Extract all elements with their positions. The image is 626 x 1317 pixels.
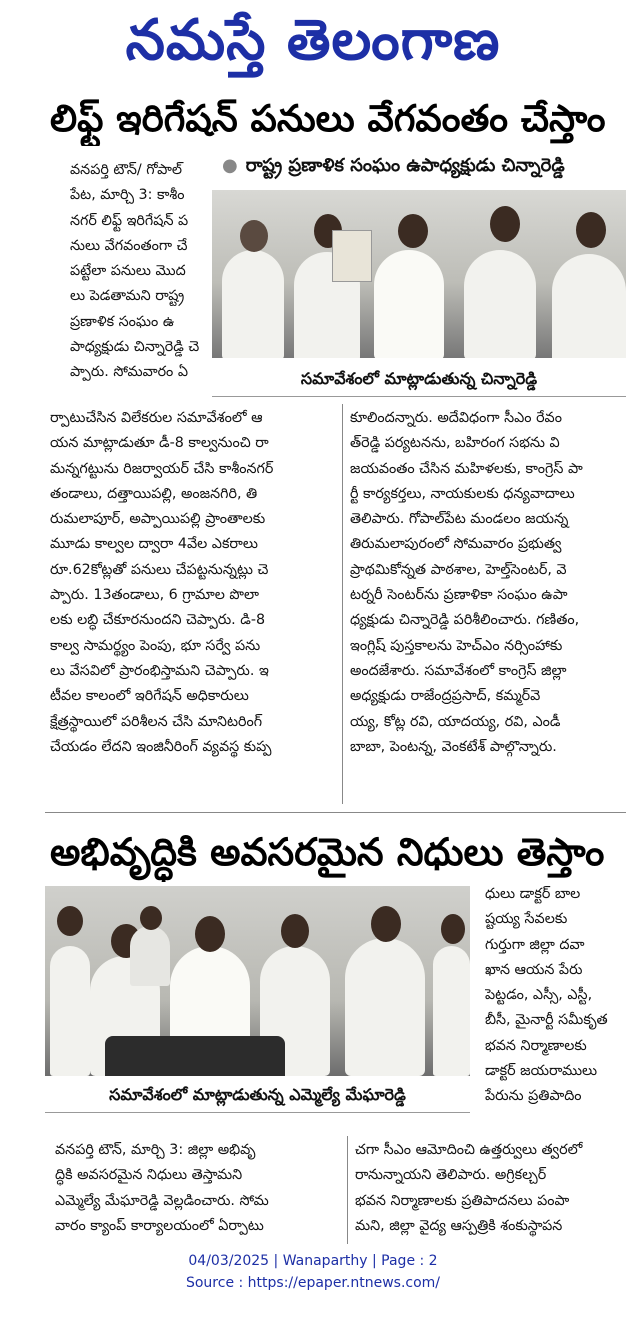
text-line: పెట్టడం, ఎస్సీ, ఎస్టీ, [485,987,593,1004]
bullet-icon: ● [222,155,238,176]
article1-subheadline-row [222,150,626,182]
text-line: యన మాట్లాడుతూ డీ-8 కాల్వనుంచి రా [50,435,269,452]
article1-column1-top [70,158,210,388]
text-line: లు పెడతామని రాష్ట్ర [70,288,185,305]
text-line: తిరుమలాపురంలో సోమవారం ప్రభుత్వ [350,536,562,553]
text-line: పేరును ప్రతిపాదిం [485,1088,582,1105]
article1-column1-bottom [50,406,335,806]
text-line: భవన నిర్మాణాలకు [485,1037,587,1054]
masthead-title: నమస్తే తెలంగాణ [125,8,501,73]
text-line: టర్నరీ సెంటర్‌ను ప్రణాళికా సంఘం ఉపా [350,587,568,604]
article2-headline: అభివృద్ధికి అవసరమైన నిధులు తెస్తాం [50,830,605,874]
text-line: జయవంతం చేసిన మహిళలకు, కాంగ్రెస్ పా [350,460,583,477]
text-line: లకు లబ్ధి చేకూరనుందని చెప్పారు. డి-8 [50,612,266,629]
text-line: రానున్నాయని తెలిపారు. అగ్రికల్చర్ [355,1167,547,1184]
text-line: నులు వేగవంతంగా చే [70,237,188,254]
text-line: గుర్తుగా జిల్లా దవా [485,936,585,953]
text-line: కూలిందన్నారు. అదేవిధంగా సీఎం రేవం [350,410,562,426]
text-line: లు వేసవిలో ప్రారంభిస్తామని చెప్పారు. ఇ [50,662,269,679]
article2-photo [45,886,470,1076]
text-line: చేయడం లేదని ఇంజినీరింగ్ వ్యవస్థ కుప్ప [50,738,272,755]
text-line: రుమలాపూర్, అప్పాయిపల్లి ప్రాంతాలకు [50,511,266,528]
text-line: పాధ్యక్షుడు చిన్నారెడ్డి చె [70,339,200,356]
article-divider [45,812,626,813]
text-line: ప్పారు. 13తండాలు, 6 గ్రామాల పొలా [50,587,259,604]
text-line: రూ.62కోట్లతో పనులు చేపట్టనున్నట్లు చె [50,561,269,578]
text-line: ధ్యక్షుడు చిన్నారెడ్డి పరిశీలించారు. గణితం, [350,612,580,629]
text-line: వనపర్తి టౌన్/ గోపాల్ [70,162,182,178]
article2-column-right [485,882,626,1137]
text-line: ధులు డాక్టర్ బాల [485,886,581,902]
article1-column2 [350,406,626,806]
text-line: కాల్వ సామర్థ్యం పెంపు, భూ సర్వే పను [50,637,261,654]
page-footer [0,1250,626,1294]
text-line: ప్రణాళిక సంఘం ఉ [70,313,175,330]
text-line: డాక్టర్ జయరాములు [485,1063,598,1080]
text-line: భవన నిర్మాణాలకు ప్రతిపాదనలు పంపా [355,1192,570,1209]
text-line: వనపర్తి టౌన్, మార్చి 3: జిల్లా అభివృ [55,1142,256,1158]
column-divider [342,404,343,804]
text-line: ష్టయ్య సేవలకు [485,911,568,928]
text-line: త్‌రెడ్డి పర్యటనను, బహిరంగ సభను వి [350,435,560,452]
text-line: బాబా, పెంటన్న, వెంకటేశ్ పాల్గొన్నారు. [350,738,557,755]
text-line: ప్పారు. సోమవారం ఏ [70,364,189,381]
article1-photo [212,190,626,358]
text-line: బీసీ, మైనార్టీ సమీకృత [485,1012,608,1029]
text-line: తండాలు, దత్తాయిపల్లి, అంజనగిరి, తి [50,485,258,502]
text-line: ప్రాథమికోన్నత పాఠశాల, హెల్త్‌సెంటర్, వె [350,561,567,578]
text-line: పట్టేలా పనులు మొద [70,263,186,280]
text-line: ఇంగ్లిష్ పుస్తకాలను హెచ్ఎం నర్సింహాకు [350,637,563,654]
masthead [0,0,626,82]
text-line: అందజేశారు. సమావేశంలో కాంగ్రెస్ జిల్లా [350,662,567,679]
text-line: ర్పాటుచేసిన విలేకరుల సమావేశంలో ఆ [50,410,263,426]
footer-source-line: Source : https://epaper.ntnews.com/ [185,1275,441,1291]
text-line: అధ్యక్షుడు రాజేంద్రప్రసాద్, కమ్మర్‌వె [350,688,541,705]
text-line: పేట, మార్చి 3: కాశీం [70,187,185,204]
article1-subheadline: రాష్ట్ర ప్రణాళిక సంఘం ఉపాధ్యక్షుడు చిన్నారెడ్డి [245,155,565,176]
article2-column-left [55,1138,340,1248]
text-line: తెలిపారు. గోపాల్‌పేట మండలం జయన్న [350,511,569,528]
footer-date-line: 04/03/2025 | Wanaparthy | Page : 2 [188,1253,438,1269]
article1-photo-caption: సమావేశంలో మాట్లాడుతున్న చిన్నారెడ్డి [212,364,626,397]
text-line: క్షేత్రస్థాయిలో పరిశీలన చేసి మానిటరింగ్ [50,713,263,730]
article1-headline: లిఫ్ట్ ఇరిగేషన్ పనులు వేగవంతం చేస్తాం [50,97,606,140]
text-line: నగర్ లిఫ్ట్ ఇరిగేషన్ ప [70,212,189,229]
column-divider [347,1136,348,1244]
text-line: మూడు కాల్వల ద్వారా 4వేల ఎకరాలు [50,536,258,553]
text-line: య్య, కోట్ల రవి, యాదయ్య, రవి, ఎండీ [350,713,561,730]
text-line: చగా సీఎం ఆమోదించి ఉత్తర్వులు త్వరలో [355,1142,583,1158]
article2-column-mid [355,1138,626,1248]
text-line: ఖాన ఆయన పేరు [485,961,583,978]
article2-photo-caption: సమావేశంలో మాట్లాడుతున్న ఎమ్మెల్యే మేఘారెడ్డి [45,1080,470,1113]
text-line: మని, జిల్లా వైద్య ఆస్పత్రికి శంకుస్థాపన [355,1217,563,1234]
text-line: మన్నగట్టును రిజర్వాయర్ చేసి కాశీంనగర్ [50,460,274,477]
text-line: ద్ధికి అవసరమైన నిధులు తెస్తామని [55,1167,243,1184]
text-line: వారం క్యాంప్ కార్యాలయంలో ఏర్పాటు [55,1217,264,1234]
text-line: టీవల కాలంలో ఇరిగేషన్ అధికారులు [50,688,249,705]
text-line: ఎమ్మెల్యే మేఘారెడ్డి వెల్లడించారు. సోమ [55,1192,269,1209]
text-line: ర్టీ కార్యకర్తలు, నాయకులకు ధన్యవాదాలు [350,485,575,502]
